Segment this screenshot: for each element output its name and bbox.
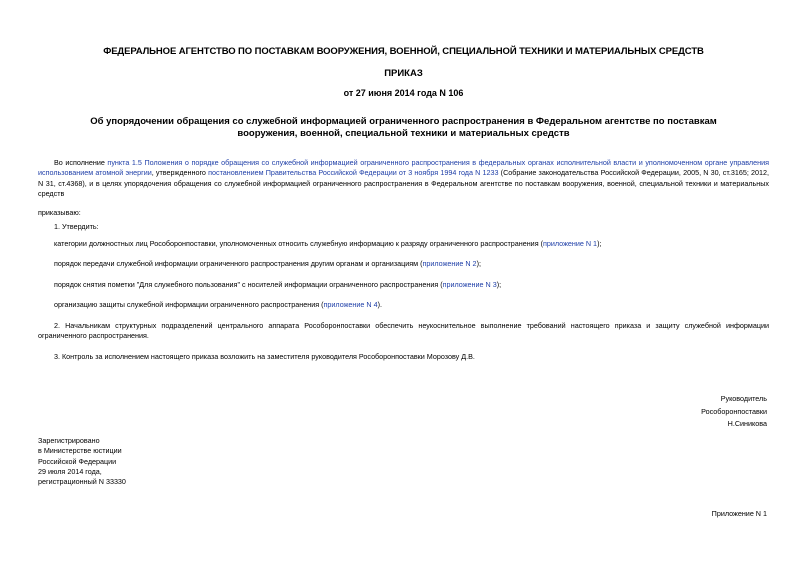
subitem-2-text: порядок передачи служебной информации ограниченного распространения другим органам и организациям ( xyxy=(54,259,423,268)
order-word: приказываю: xyxy=(38,208,81,217)
registration-block xyxy=(38,436,238,487)
item-3-paragraph: 3. Контроль за исполнением настоящего приказа возложить на заместителя руководителя Рособоронпоставки Морозову Д.В. xyxy=(54,352,475,361)
preamble-text-3: (Собрание законодательства Российской Федерации, 2005, N 30, ст.3165; 2012, N 31, ст.4368), и в целях упорядочения обращения со служебной информацией ограниченного распространения в Федеральном агентстве по поставкам вооружения, военной, специальной техники и материальных средств xyxy=(38,168,769,198)
link-appendix-2[interactable]: приложение N 2 xyxy=(422,259,477,268)
item-2-paragraph: 2. Начальникам структурных подразделений центрального аппарата Рособоронпоставки обеспечить неукоснительное выполнение требований настоящего приказа и защиту служебной информации ограниченного распространения. xyxy=(38,321,769,341)
document-type: ПРИКАЗ xyxy=(384,68,423,79)
subitem-2-end: ); xyxy=(476,259,481,268)
subitem-3-end: ); xyxy=(496,280,502,289)
registration-line: 29 июля 2014 года, xyxy=(38,466,102,476)
subitem-4 xyxy=(54,300,769,310)
appendix-label: Приложение N 1 xyxy=(711,509,767,518)
item-1-intro: 1. Утвердить: xyxy=(54,222,99,231)
registration-line: Зарегистрировано xyxy=(38,436,100,445)
link-appendix-4[interactable]: приложение N 4 xyxy=(323,300,378,309)
preamble-text-1: Во исполнение xyxy=(54,158,108,167)
subitem-4-end: ). xyxy=(377,300,382,309)
registration-line: в Министерстве юстиции xyxy=(38,446,122,456)
registration-line: регистрационный N 33330 xyxy=(38,477,126,487)
subitem-1 xyxy=(54,239,769,249)
signature-org: Рособоронпоставки xyxy=(701,406,767,416)
signature-position: Руководитель xyxy=(720,394,767,403)
registration-line: Российской Федерации xyxy=(38,456,117,466)
signature-name: Н.Синикова xyxy=(727,419,767,428)
signature-block xyxy=(567,393,767,431)
subitem-4-text: организацию защиты служебной информации ограниченного распространения ( xyxy=(54,300,324,309)
link-regulation-point[interactable]: пункта 1.5 Положения о порядке обращения со служебной информацией ограниченного распространения в федеральных органах исполнительной власти и уполномоченном органе управления использованием атомной энергии xyxy=(38,158,769,178)
preamble-text-2: , утвержденного xyxy=(151,168,209,178)
link-government-decree[interactable]: постановлением Правительства Российской Федерации от 3 ноября 1994 года N 1233 xyxy=(208,168,499,178)
agency-heading: ФЕДЕРАЛЬНОЕ АГЕНТСТВО ПО ПОСТАВКАМ ВООРУЖЕНИЯ, ВОЕННОЙ, СПЕЦИАЛЬНОЙ ТЕХНИКИ И МАТЕРИАЛЬНЫХ СРЕДСТВ xyxy=(103,46,704,57)
preamble-paragraph xyxy=(38,158,769,199)
subitem-1-text: категории должностных лиц Рособоронпоставки, уполномоченных относить служебную информацию к разряду ограниченного распространения ( xyxy=(54,239,543,248)
subitem-3-text: порядок снятия пометки "Для служебного пользования" с носителей информации ограниченного распространения ( xyxy=(54,280,443,289)
document-date-number: от 27 июня 2014 года N 106 xyxy=(343,88,464,98)
link-appendix-1[interactable]: приложение N 1 xyxy=(542,239,598,248)
link-appendix-3[interactable]: приложение N 3 xyxy=(442,280,497,289)
document-title: Об упорядочении обращения со служебной информацией ограниченного распространения в Федеральном агентстве по поставкам вооружения, военной, специальной техники и материальных средств xyxy=(90,116,717,139)
subitem-1-end: ); xyxy=(597,239,602,248)
subitem-2 xyxy=(54,259,769,269)
subitem-3 xyxy=(54,280,769,290)
